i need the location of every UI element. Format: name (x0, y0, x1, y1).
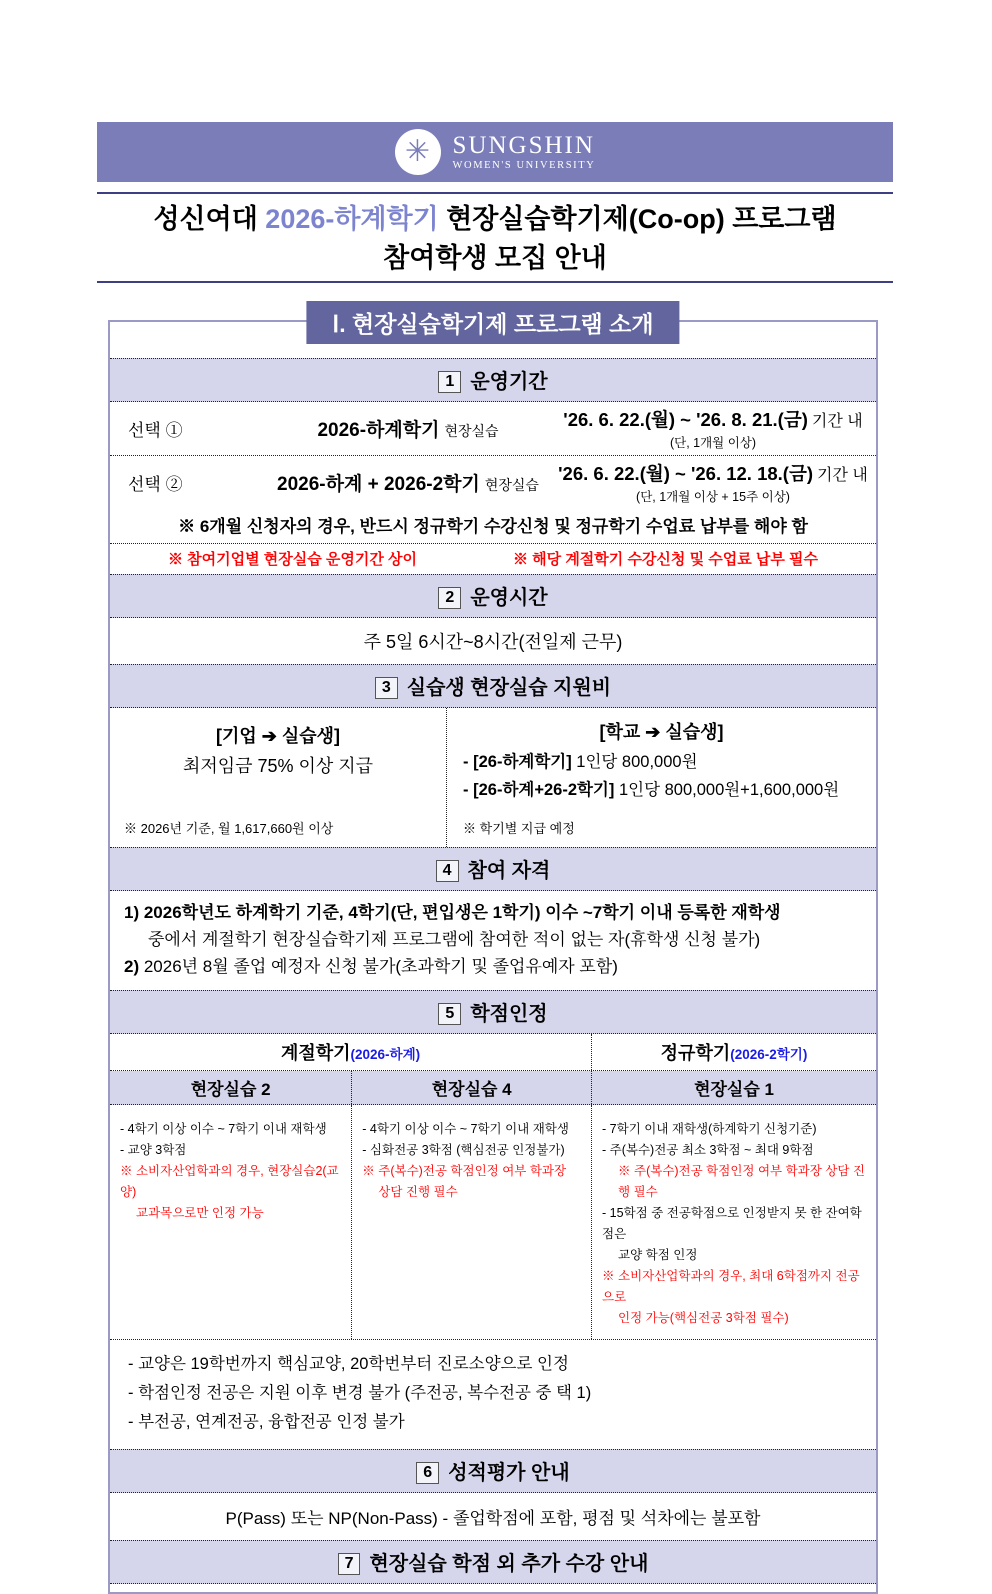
option2-main (110, 456, 876, 509)
regular-semester-sub: (2026-2학기) (730, 1047, 808, 1062)
seasonal-semester-sub: (2026-하계) (350, 1047, 421, 1062)
cell3-line: - 주(복수)전공 최소 3학점 ~ 최대 9학점 (602, 1143, 814, 1157)
cell3-line: - 7학기 이내 재학생(하계학기 신청기준) (602, 1122, 817, 1136)
school-pay-item-2-term: - [26-하계+26-2학기] (463, 781, 615, 799)
title-prefix: 성신여대 (153, 204, 266, 234)
credit-detail-cell-2 (351, 1105, 591, 1339)
section-number-7: 7 (338, 1553, 361, 1575)
red-note-right: ※ 해당 계절학기 수강신청 및 수업료 납부 필수 (513, 551, 818, 568)
program-intro-table (108, 320, 878, 1594)
regular-semester-label: 정규학기 (660, 1043, 731, 1063)
eligibility-line-3 (124, 953, 862, 980)
title-line-1 (97, 200, 893, 239)
section-title-1: 운영기간 (470, 371, 548, 393)
header-support-pay (110, 664, 876, 708)
credit-note-1: - 교양은 19학번까지 핵심교양, 20학번부터 진로소양으로 인정 (128, 1355, 569, 1373)
section-number-2: 2 (438, 587, 461, 609)
school-pay-note: ※ 학기별 지급 예정 (463, 821, 575, 836)
seasonal-semester-header (110, 1034, 591, 1070)
title-top-rule (97, 192, 893, 194)
company-pay-heading: [기업 ➔ 실습생] (216, 726, 341, 746)
title-line-2: 참여학생 모집 안내 (383, 243, 607, 273)
school-pay-item-2 (463, 776, 860, 800)
section-number-3: 3 (375, 677, 398, 699)
credit-detail-row (110, 1105, 876, 1340)
title-suffix: 현장실습학기제(Co-op) 프로그램 (438, 204, 837, 234)
option1-semester: 2026-하계학기 (317, 420, 440, 441)
company-pay-cell (110, 708, 447, 847)
section-number-5: 5 (438, 1003, 461, 1025)
section-number-4: 4 (436, 860, 459, 882)
title-bottom-rule (97, 281, 893, 283)
credit-semester-header-row (110, 1034, 876, 1071)
header-credit-recognition (110, 990, 876, 1034)
eligibility-line-3-text: 2026년 8월 졸업 예정자 신청 불가(초과학기 및 졸업유예자 포함) (139, 957, 618, 976)
cell3-line: 교양 학점 인정 (618, 1248, 698, 1262)
option2-row (110, 456, 876, 543)
document-title (97, 200, 893, 278)
school-pay-item-2-amount: 1인당 800,000원+1,600,000원 (614, 781, 840, 799)
school-pay-item-1 (463, 748, 860, 772)
course-header-2: 현장실습 4 (351, 1071, 591, 1104)
university-subname: WOMEN'S UNIVERSITY (452, 159, 596, 171)
credit-note-3: - 부전공, 연계전공, 융합전공 인정 불가 (128, 1413, 405, 1431)
cell2-red-line: ※ 주(복수)전공 학점인정 여부 학과장 (362, 1164, 567, 1178)
option2-label: 선택 ② (128, 475, 183, 494)
cell3-line: - 15학점 중 전공학점으로 인정받지 못 한 잔여학점은 (602, 1206, 862, 1241)
header-grading (110, 1449, 876, 1493)
option2-name (258, 469, 558, 496)
header-extra-courses (110, 1540, 876, 1584)
option2-semester: 2026-하계 + 2026-2학기 (277, 474, 480, 495)
university-logo-text (453, 133, 596, 170)
option1-name (258, 415, 558, 442)
credit-detail-cell-3 (591, 1105, 876, 1339)
cell3-red-line: ※ 주(복수)전공 학점인정 여부 학과장 상담 진행 필수 (618, 1164, 865, 1199)
option1-period-note: (단, 1개월 이상) (669, 436, 757, 450)
cell2-line: - 심화전공 3학점 (핵심전공 인정불가) (362, 1143, 565, 1157)
university-name: SUNGSHIN (452, 132, 595, 160)
section-title-2: 운영시간 (470, 587, 548, 609)
title-semester-highlight: 2026-하계학기 (265, 204, 439, 234)
option1-period-tail: 기간 내 (811, 413, 863, 430)
red-notes-row (110, 543, 876, 574)
course-header-3: 현장실습 1 (591, 1071, 876, 1104)
section-title-3: 실습생 현장실습 지원비 (406, 677, 612, 699)
cell1-red-line: ※ 소비자산업학과의 경우, 현장실습2(교양) (120, 1164, 339, 1199)
section-title-4: 참여 자격 (467, 860, 551, 882)
support-pay-row (110, 708, 876, 847)
section-title-7: 현장실습 학점 외 추가 수강 안내 (369, 1553, 649, 1575)
company-pay-note: ※ 2026년 기준, 월 1,617,660원 이상 (124, 821, 334, 836)
school-pay-heading: [학교 ➔ 실습생] (599, 722, 724, 742)
section-intro-banner: Ⅰ. 현장실습학기제 프로그램 소개 (306, 301, 679, 344)
option1-period (558, 406, 868, 451)
school-pay-item-1-term: - [26-하계학기] (463, 753, 572, 771)
option1-suffix: 현장실습 (444, 423, 499, 439)
seasonal-semester-label: 계절학기 (280, 1043, 351, 1063)
option1-dates: '26. 6. 22.(월) ~ '26. 8. 21.(금) (563, 409, 808, 430)
flower-starburst-icon: ✳ (404, 135, 431, 168)
section-number-1: 1 (438, 371, 461, 393)
credit-note-2: - 학점인정 전공은 지원 이후 변경 불가 (주전공, 복수전공 중 택 1) (128, 1384, 592, 1402)
red-note-left: ※ 참여기업별 현장실습 운영기간 상이 (167, 551, 418, 568)
credit-detail-cell-1 (110, 1105, 351, 1339)
cell2-line: - 4학기 이상 이수 ~ 7학기 이내 재학생 (362, 1122, 569, 1136)
grading-content: P(Pass) 또는 NP(Non-Pass) - 졸업학점에 포함, 평점 및 석차에는 불포함 (225, 1509, 761, 1528)
cell1-line: - 4학기 이상 이수 ~ 7학기 이내 재학생 (120, 1122, 327, 1136)
eligibility-line-1: 1) 2026학년도 하계학기 기준, 4학기(단, 편입생은 1학기) 이수 ~7학기 이내 등록한 재학생 (124, 903, 781, 922)
option2-period-tail: 기간 내 (817, 467, 868, 484)
company-pay-body: 최저임금 75% 이상 지급 (182, 756, 374, 776)
cell3-red-line: 인정 가능(핵심전공 3학점 필수) (618, 1311, 789, 1325)
option1-row (110, 402, 876, 455)
credit-course-header-row (110, 1071, 876, 1105)
header-eligibility (110, 847, 876, 891)
header-operation-period (110, 358, 876, 402)
cell1-red-line: 교과목으로만 인정 가능 (136, 1206, 264, 1220)
six-month-note: ※ 6개월 신청자의 경우, 반드시 정규학기 수강신청 및 정규학기 수업료 납부를 해야 함 (178, 517, 808, 536)
course-header-1: 현장실습 2 (190, 1080, 271, 1099)
header-operation-hours (110, 574, 876, 618)
credit-notes (110, 1340, 876, 1449)
section-number-6: 6 (416, 1462, 439, 1484)
cell3-red-line: ※ 소비자산업학과의 경우, 최대 6학점까지 전공으로 (602, 1269, 860, 1304)
operation-hours-content: 주 5일 6시간~8시간(전일제 근무) (363, 632, 623, 652)
eligibility-body (110, 891, 876, 990)
cell2-red-line: 상담 진행 필수 (378, 1185, 458, 1199)
option2-dates: '26. 6. 22.(월) ~ '26. 12. 18.(금) (558, 463, 813, 484)
eligibility-line-3-num: 2) (124, 957, 140, 976)
cell1-line: - 교양 3학점 (120, 1143, 187, 1157)
section-title-6: 성적평가 안내 (448, 1462, 570, 1484)
school-pay-item-1-amount: 1인당 800,000원 (571, 753, 698, 771)
school-pay-cell (447, 708, 876, 847)
university-logo (395, 129, 441, 175)
regular-semester-header (591, 1034, 876, 1070)
program-intro-section (108, 311, 878, 1594)
option2-period (558, 460, 868, 505)
option1-label: 선택 ① (128, 421, 183, 440)
section-title-5: 학점인정 (470, 1003, 548, 1025)
option2-period-note: (단, 1개월 이상 + 15주 이상) (636, 490, 790, 504)
eligibility-line-2: 중에서 계절학기 현장실습학기제 프로그램에 참여한 적이 없는 자(휴학생 신청 불가) (148, 930, 761, 949)
university-banner (97, 122, 893, 182)
option2-suffix: 현장실습 (484, 477, 539, 493)
